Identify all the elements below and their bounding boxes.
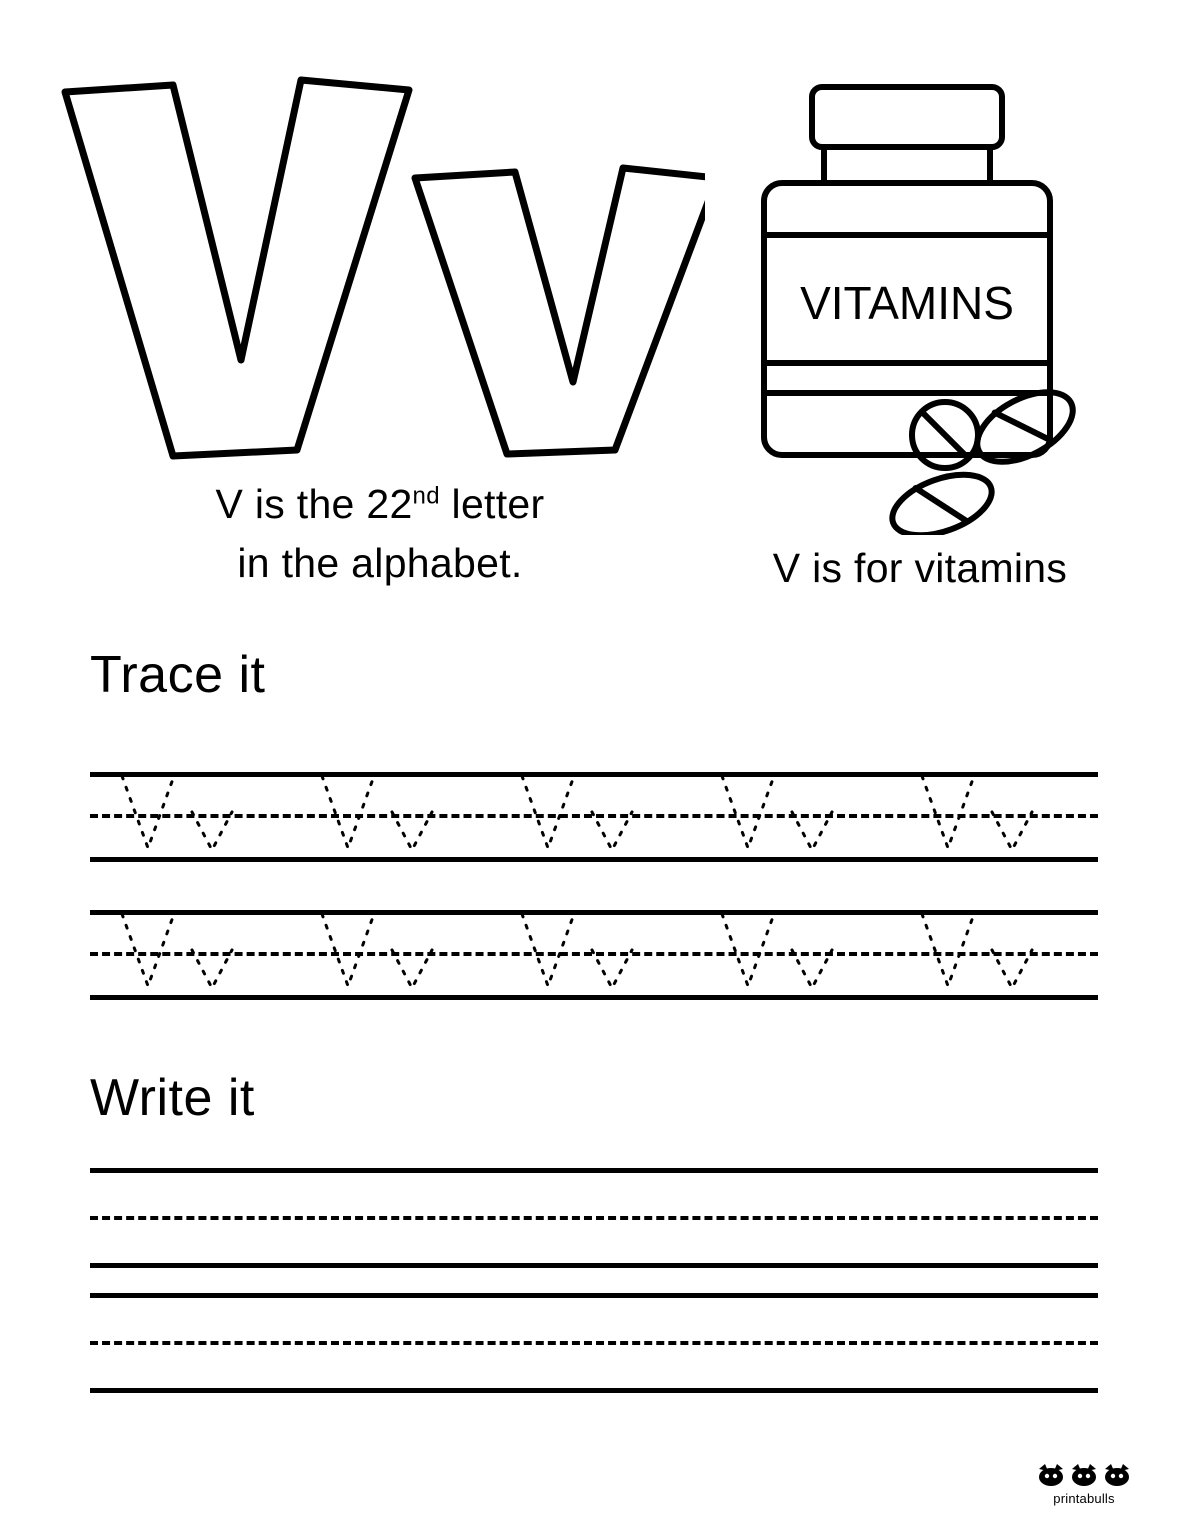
header-section <box>0 0 1187 620</box>
trace-section-heading: Trace it <box>90 646 266 704</box>
brand-name: printabulls <box>1053 1491 1115 1506</box>
letter-fact-line2: in the alphabet. <box>237 540 523 587</box>
trace-letters-row-1 <box>90 772 1098 862</box>
write-ruled-row[interactable] <box>90 1168 1098 1268</box>
trace-ruled-row <box>90 910 1098 1000</box>
letter-fact-ordinal: nd <box>412 482 440 510</box>
vitamins-bottle-icon <box>720 55 1140 535</box>
rule-line-bottom <box>90 1388 1098 1393</box>
write-ruled-row[interactable] <box>90 1293 1098 1393</box>
vitamins-label-text: VITAMINS <box>800 277 1014 329</box>
rule-line-bottom <box>90 1263 1098 1268</box>
rule-line-top <box>90 1168 1098 1173</box>
rule-line-middle-dashed <box>90 1341 1098 1345</box>
letter-outline-art <box>45 60 705 460</box>
footer-brand <box>1029 1463 1139 1506</box>
rule-line-middle-dashed <box>90 1216 1098 1220</box>
trace-ruled-row <box>90 772 1098 862</box>
letter-fact-line1-b: letter <box>439 481 545 527</box>
bulldog-logo-icon <box>1029 1463 1139 1489</box>
letter-fact-line1-a: V is the 22 <box>215 481 413 527</box>
letter-fact-caption <box>60 475 700 594</box>
write-section-heading: Write it <box>90 1069 255 1127</box>
object-caption: V is for vitamins <box>772 545 1068 591</box>
trace-letters-row-2 <box>90 910 1098 1000</box>
rule-line-top <box>90 1293 1098 1298</box>
